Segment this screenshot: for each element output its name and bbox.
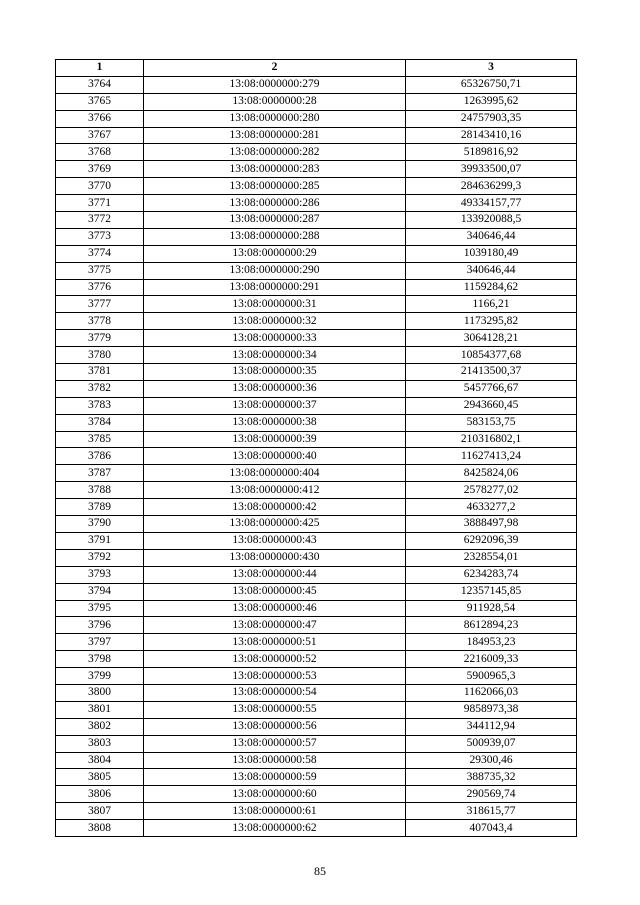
row-number-cell: 3790 <box>56 516 144 533</box>
cadastral-number-cell: 13:08:0000000:53 <box>144 668 406 685</box>
value-cell: 24757903,35 <box>406 110 577 127</box>
row-number-cell: 3786 <box>56 448 144 465</box>
table-row <box>56 262 577 279</box>
row-number-cell: 3776 <box>56 279 144 296</box>
value-cell: 1039180,49 <box>406 245 577 262</box>
value-cell: 340646,44 <box>406 228 577 245</box>
cadastral-number-cell: 13:08:0000000:35 <box>144 364 406 381</box>
table-row <box>56 465 577 482</box>
table-row <box>56 347 577 364</box>
row-number-cell: 3765 <box>56 93 144 110</box>
value-cell: 8612894,23 <box>406 617 577 634</box>
value-cell: 49334157,77 <box>406 195 577 212</box>
value-cell: 8425824,06 <box>406 465 577 482</box>
table-row <box>56 364 577 381</box>
row-number-cell: 3805 <box>56 769 144 786</box>
cadastral-number-cell: 13:08:0000000:33 <box>144 330 406 347</box>
cadastral-number-cell: 13:08:0000000:54 <box>144 684 406 701</box>
row-number-cell: 3769 <box>56 161 144 178</box>
row-number-cell: 3792 <box>56 549 144 566</box>
table-row <box>56 245 577 262</box>
table-row <box>56 228 577 245</box>
row-number-cell: 3788 <box>56 482 144 499</box>
table-row <box>56 279 577 296</box>
row-number-cell: 3779 <box>56 330 144 347</box>
table-row <box>56 583 577 600</box>
value-cell: 133920088,5 <box>406 212 577 229</box>
table-row <box>56 634 577 651</box>
table-row <box>56 76 577 93</box>
row-number-cell: 3806 <box>56 786 144 803</box>
page-number: 85 <box>314 864 326 878</box>
table-row <box>56 414 577 431</box>
row-number-cell: 3799 <box>56 668 144 685</box>
table-body <box>56 76 577 836</box>
header-cell-3: 3 <box>406 60 577 77</box>
value-cell: 3064128,21 <box>406 330 577 347</box>
cadastral-number-cell: 13:08:0000000:58 <box>144 752 406 769</box>
row-number-cell: 3772 <box>56 212 144 229</box>
table-row <box>56 668 577 685</box>
value-cell: 6234283,74 <box>406 566 577 583</box>
value-cell: 9858973,38 <box>406 701 577 718</box>
cadastral-number-cell: 13:08:0000000:55 <box>144 701 406 718</box>
row-number-cell: 3781 <box>56 364 144 381</box>
value-cell: 583153,75 <box>406 414 577 431</box>
cadastral-number-cell: 13:08:0000000:43 <box>144 532 406 549</box>
cadastral-number-cell: 13:08:0000000:29 <box>144 245 406 262</box>
row-number-cell: 3767 <box>56 127 144 144</box>
row-number-cell: 3804 <box>56 752 144 769</box>
cadastral-number-cell: 13:08:0000000:39 <box>144 431 406 448</box>
row-number-cell: 3775 <box>56 262 144 279</box>
table-row <box>56 718 577 735</box>
row-number-cell: 3803 <box>56 735 144 752</box>
table-row <box>56 617 577 634</box>
cadastral-number-cell: 13:08:0000000:47 <box>144 617 406 634</box>
table-row <box>56 397 577 414</box>
value-cell: 1173295,82 <box>406 313 577 330</box>
value-cell: 29300,46 <box>406 752 577 769</box>
cadastral-number-cell: 13:08:0000000:412 <box>144 482 406 499</box>
value-cell: 39933500,07 <box>406 161 577 178</box>
cadastral-number-cell: 13:08:0000000:288 <box>144 228 406 245</box>
header-cell-1: 1 <box>56 60 144 77</box>
cadastral-number-cell: 13:08:0000000:59 <box>144 769 406 786</box>
value-cell: 12357145,85 <box>406 583 577 600</box>
cadastral-number-cell: 13:08:0000000:45 <box>144 583 406 600</box>
table-row <box>56 330 577 347</box>
cadastral-number-cell: 13:08:0000000:283 <box>144 161 406 178</box>
value-cell: 1263995,62 <box>406 93 577 110</box>
cadastral-number-cell: 13:08:0000000:40 <box>144 448 406 465</box>
row-number-cell: 3789 <box>56 499 144 516</box>
row-number-cell: 3778 <box>56 313 144 330</box>
row-number-cell: 3777 <box>56 296 144 313</box>
cadastral-number-cell: 13:08:0000000:60 <box>144 786 406 803</box>
cadastral-number-cell: 13:08:0000000:46 <box>144 600 406 617</box>
cadastral-number-cell: 13:08:0000000:291 <box>144 279 406 296</box>
value-cell: 184953,23 <box>406 634 577 651</box>
data-table <box>55 59 577 837</box>
cadastral-number-cell: 13:08:0000000:56 <box>144 718 406 735</box>
table-row <box>56 516 577 533</box>
row-number-cell: 3771 <box>56 195 144 212</box>
value-cell: 2216009,33 <box>406 651 577 668</box>
table-row <box>56 701 577 718</box>
row-number-cell: 3787 <box>56 465 144 482</box>
row-number-cell: 3794 <box>56 583 144 600</box>
cadastral-number-cell: 13:08:0000000:290 <box>144 262 406 279</box>
cadastral-number-cell: 13:08:0000000:425 <box>144 516 406 533</box>
cadastral-number-cell: 13:08:0000000:36 <box>144 380 406 397</box>
value-cell: 290569,74 <box>406 786 577 803</box>
cadastral-number-cell: 13:08:0000000:34 <box>144 347 406 364</box>
value-cell: 11627413,24 <box>406 448 577 465</box>
row-number-cell: 3800 <box>56 684 144 701</box>
value-cell: 284636299,3 <box>406 178 577 195</box>
table-row <box>56 127 577 144</box>
table-row <box>56 532 577 549</box>
table-row <box>56 684 577 701</box>
row-number-cell: 3782 <box>56 380 144 397</box>
value-cell: 1166,21 <box>406 296 577 313</box>
table-row <box>56 448 577 465</box>
header-cell-2: 2 <box>144 60 406 77</box>
cadastral-number-cell: 13:08:0000000:281 <box>144 127 406 144</box>
cadastral-number-cell: 13:08:0000000:285 <box>144 178 406 195</box>
cadastral-number-cell: 13:08:0000000:52 <box>144 651 406 668</box>
cadastral-number-cell: 13:08:0000000:28 <box>144 93 406 110</box>
cadastral-number-cell: 13:08:0000000:44 <box>144 566 406 583</box>
value-cell: 5900965,3 <box>406 668 577 685</box>
cadastral-number-cell: 13:08:0000000:57 <box>144 735 406 752</box>
cadastral-number-cell: 13:08:0000000:282 <box>144 144 406 161</box>
row-number-cell: 3797 <box>56 634 144 651</box>
table-row <box>56 651 577 668</box>
cadastral-number-cell: 13:08:0000000:286 <box>144 195 406 212</box>
cadastral-number-cell: 13:08:0000000:31 <box>144 296 406 313</box>
cadastral-number-cell: 13:08:0000000:32 <box>144 313 406 330</box>
value-cell: 3888497,98 <box>406 516 577 533</box>
table-row <box>56 161 577 178</box>
row-number-cell: 3784 <box>56 414 144 431</box>
cadastral-number-cell: 13:08:0000000:51 <box>144 634 406 651</box>
table-row <box>56 566 577 583</box>
table-row <box>56 195 577 212</box>
value-cell: 6292096,39 <box>406 532 577 549</box>
value-cell: 28143410,16 <box>406 127 577 144</box>
table-row <box>56 499 577 516</box>
table-row <box>56 431 577 448</box>
table-row <box>56 820 577 837</box>
row-number-cell: 3801 <box>56 701 144 718</box>
cadastral-number-cell: 13:08:0000000:42 <box>144 499 406 516</box>
row-number-cell: 3798 <box>56 651 144 668</box>
table-row <box>56 178 577 195</box>
table-row <box>56 786 577 803</box>
row-number-cell: 3791 <box>56 532 144 549</box>
row-number-cell: 3764 <box>56 76 144 93</box>
cadastral-number-cell: 13:08:0000000:38 <box>144 414 406 431</box>
row-number-cell: 3807 <box>56 803 144 820</box>
cadastral-number-cell: 13:08:0000000:287 <box>144 212 406 229</box>
row-number-cell: 3793 <box>56 566 144 583</box>
cadastral-number-cell: 13:08:0000000:37 <box>144 397 406 414</box>
value-cell: 4633277,2 <box>406 499 577 516</box>
row-number-cell: 3795 <box>56 600 144 617</box>
row-number-cell: 3766 <box>56 110 144 127</box>
table-row <box>56 549 577 566</box>
row-number-cell: 3783 <box>56 397 144 414</box>
cadastral-number-cell: 13:08:0000000:430 <box>144 549 406 566</box>
value-cell: 911928,54 <box>406 600 577 617</box>
row-number-cell: 3785 <box>56 431 144 448</box>
header-row <box>56 60 577 77</box>
value-cell: 1159284,62 <box>406 279 577 296</box>
row-number-cell: 3773 <box>56 228 144 245</box>
value-cell: 21413500,37 <box>406 364 577 381</box>
table-row <box>56 803 577 820</box>
table-row <box>56 380 577 397</box>
table-row <box>56 735 577 752</box>
value-cell: 65326750,71 <box>406 76 577 93</box>
row-number-cell: 3796 <box>56 617 144 634</box>
row-number-cell: 3802 <box>56 718 144 735</box>
table-header <box>56 60 577 77</box>
value-cell: 2943660,45 <box>406 397 577 414</box>
value-cell: 5457766,67 <box>406 380 577 397</box>
value-cell: 210316802,1 <box>406 431 577 448</box>
row-number-cell: 3808 <box>56 820 144 837</box>
cadastral-number-cell: 13:08:0000000:62 <box>144 820 406 837</box>
value-cell: 2578277,02 <box>406 482 577 499</box>
table-row <box>56 482 577 499</box>
table-row <box>56 93 577 110</box>
table-row <box>56 144 577 161</box>
value-cell: 1162066,03 <box>406 684 577 701</box>
value-cell: 5189816,92 <box>406 144 577 161</box>
value-cell: 10854377,68 <box>406 347 577 364</box>
value-cell: 318615,77 <box>406 803 577 820</box>
table-row <box>56 110 577 127</box>
row-number-cell: 3774 <box>56 245 144 262</box>
value-cell: 340646,44 <box>406 262 577 279</box>
table-row <box>56 600 577 617</box>
cadastral-number-cell: 13:08:0000000:279 <box>144 76 406 93</box>
row-number-cell: 3770 <box>56 178 144 195</box>
value-cell: 407043,4 <box>406 820 577 837</box>
row-number-cell: 3768 <box>56 144 144 161</box>
table-row <box>56 212 577 229</box>
row-number-cell: 3780 <box>56 347 144 364</box>
cadastral-number-cell: 13:08:0000000:404 <box>144 465 406 482</box>
value-cell: 344112,94 <box>406 718 577 735</box>
table-row <box>56 313 577 330</box>
cadastral-number-cell: 13:08:0000000:61 <box>144 803 406 820</box>
table-row <box>56 769 577 786</box>
value-cell: 500939,07 <box>406 735 577 752</box>
table-row <box>56 752 577 769</box>
cadastral-number-cell: 13:08:0000000:280 <box>144 110 406 127</box>
table-row <box>56 296 577 313</box>
value-cell: 388735,32 <box>406 769 577 786</box>
value-cell: 2328554,01 <box>406 549 577 566</box>
